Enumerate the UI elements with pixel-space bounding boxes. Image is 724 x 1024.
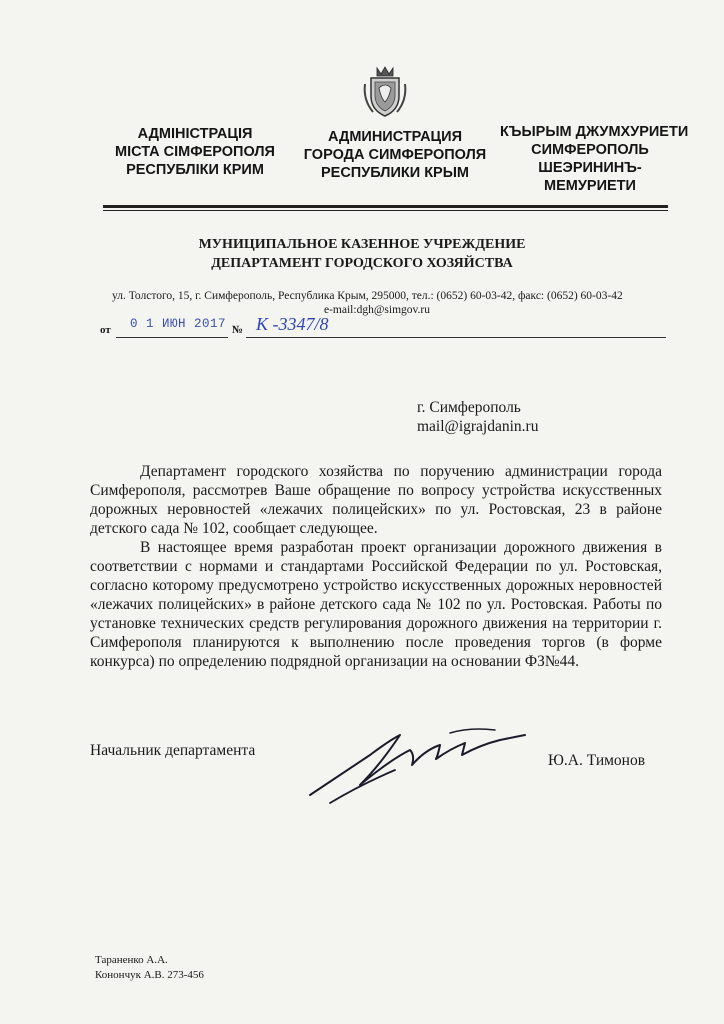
recipient-city: г. Симферополь: [417, 399, 521, 416]
header-divider-thin: [103, 210, 668, 211]
registration-number-handwritten: К -3347/8: [256, 314, 329, 334]
handwritten-signature: [300, 715, 530, 810]
signatory-title: Начальник департамента: [90, 742, 256, 759]
header-center-line: РЕСПУБЛИКИ КРЫМ: [320, 165, 469, 181]
executor-line1: Тараненко А.А.: [95, 954, 168, 966]
institution-name-line2: ДЕПАРТАМЕНТ ГОРОДСКОГО ХОЗЯЙСТВА: [211, 256, 513, 271]
header-left-line: РЕСПУБЛІКИ КРИМ: [126, 162, 264, 178]
header-left-line: МІСТА СІМФЕРОПОЛЯ: [115, 144, 275, 160]
number-underline: [246, 337, 666, 338]
institution-email: e-mail:dgh@simgov.ru: [324, 304, 430, 316]
header-center-russian: [290, 128, 500, 182]
header-right-line: КЪЫРЫМ ДЖУМХУРИЕТИ: [500, 124, 689, 140]
header-left-line: АДМІНІСТРАЦІЯ: [137, 126, 253, 142]
date-stamp: 0 1 ИЮН 2017: [130, 317, 227, 331]
institution-address: ул. Толстого, 15, г. Симферополь, Республика Крым, 295000, тел.: (0652) 60-03-42, факс: (0652) 60-03-42: [112, 290, 623, 302]
header-divider-thick: [103, 205, 668, 208]
recipient-email: mail@igrajdanin.ru: [417, 418, 539, 435]
executor-line2: Конончук А.В. 273-456: [95, 969, 204, 981]
date-underline: [116, 337, 228, 338]
from-label: от: [100, 324, 111, 336]
header-right-crimean-tatar: [500, 123, 689, 195]
crimea-coat-of-arms-icon: [361, 64, 409, 120]
header-right-line: СИМФЕРОПОЛЬ: [531, 142, 649, 158]
signatory-name: Ю.А. Тимонов: [548, 752, 646, 769]
letter-body: [90, 462, 662, 671]
header-right-line: МЕМУРИЕТИ: [544, 178, 636, 194]
header-left-ukrainian: [110, 125, 280, 179]
body-paragraph: Департамент городского хозяйства по поручению администрации города Симферополя, рассмотрев Ваше обращение по вопросу устройства искусственных дорожных неровностей «лежачих полицейских» по ул. Ростовская, 23 в районе детского сада № 102, сообщает следующее.: [90, 463, 662, 537]
institution-name-line1: МУНИЦИПАЛЬНОЕ КАЗЕННОЕ УЧРЕЖДЕНИЕ: [198, 237, 526, 252]
body-paragraph: В настоящее время разработан проект организации дорожного движения в соответствии с нормами и стандартами Российской Федерации по ул. Ростовская, согласно которому предусмотрено устройство искусственных дорожных неровностей «лежачих полицейских» в районе детского сада № 102 по ул. Ростовская. Работы по установке технических средств регулирования дорожного движения на территории г. Симферополя планируются к выполнению после проведения торгов (в форме конкурса) по определению подрядной организации на основании ФЗ№44.: [90, 539, 662, 670]
number-label: №: [232, 324, 244, 336]
header-center-line: АДМИНИСТРАЦИЯ: [327, 129, 462, 145]
header-center-line: ГОРОДА СИМФЕРОПОЛЯ: [303, 147, 487, 163]
header-right-line: ШЕЭРИНИНЪ-: [538, 160, 642, 176]
